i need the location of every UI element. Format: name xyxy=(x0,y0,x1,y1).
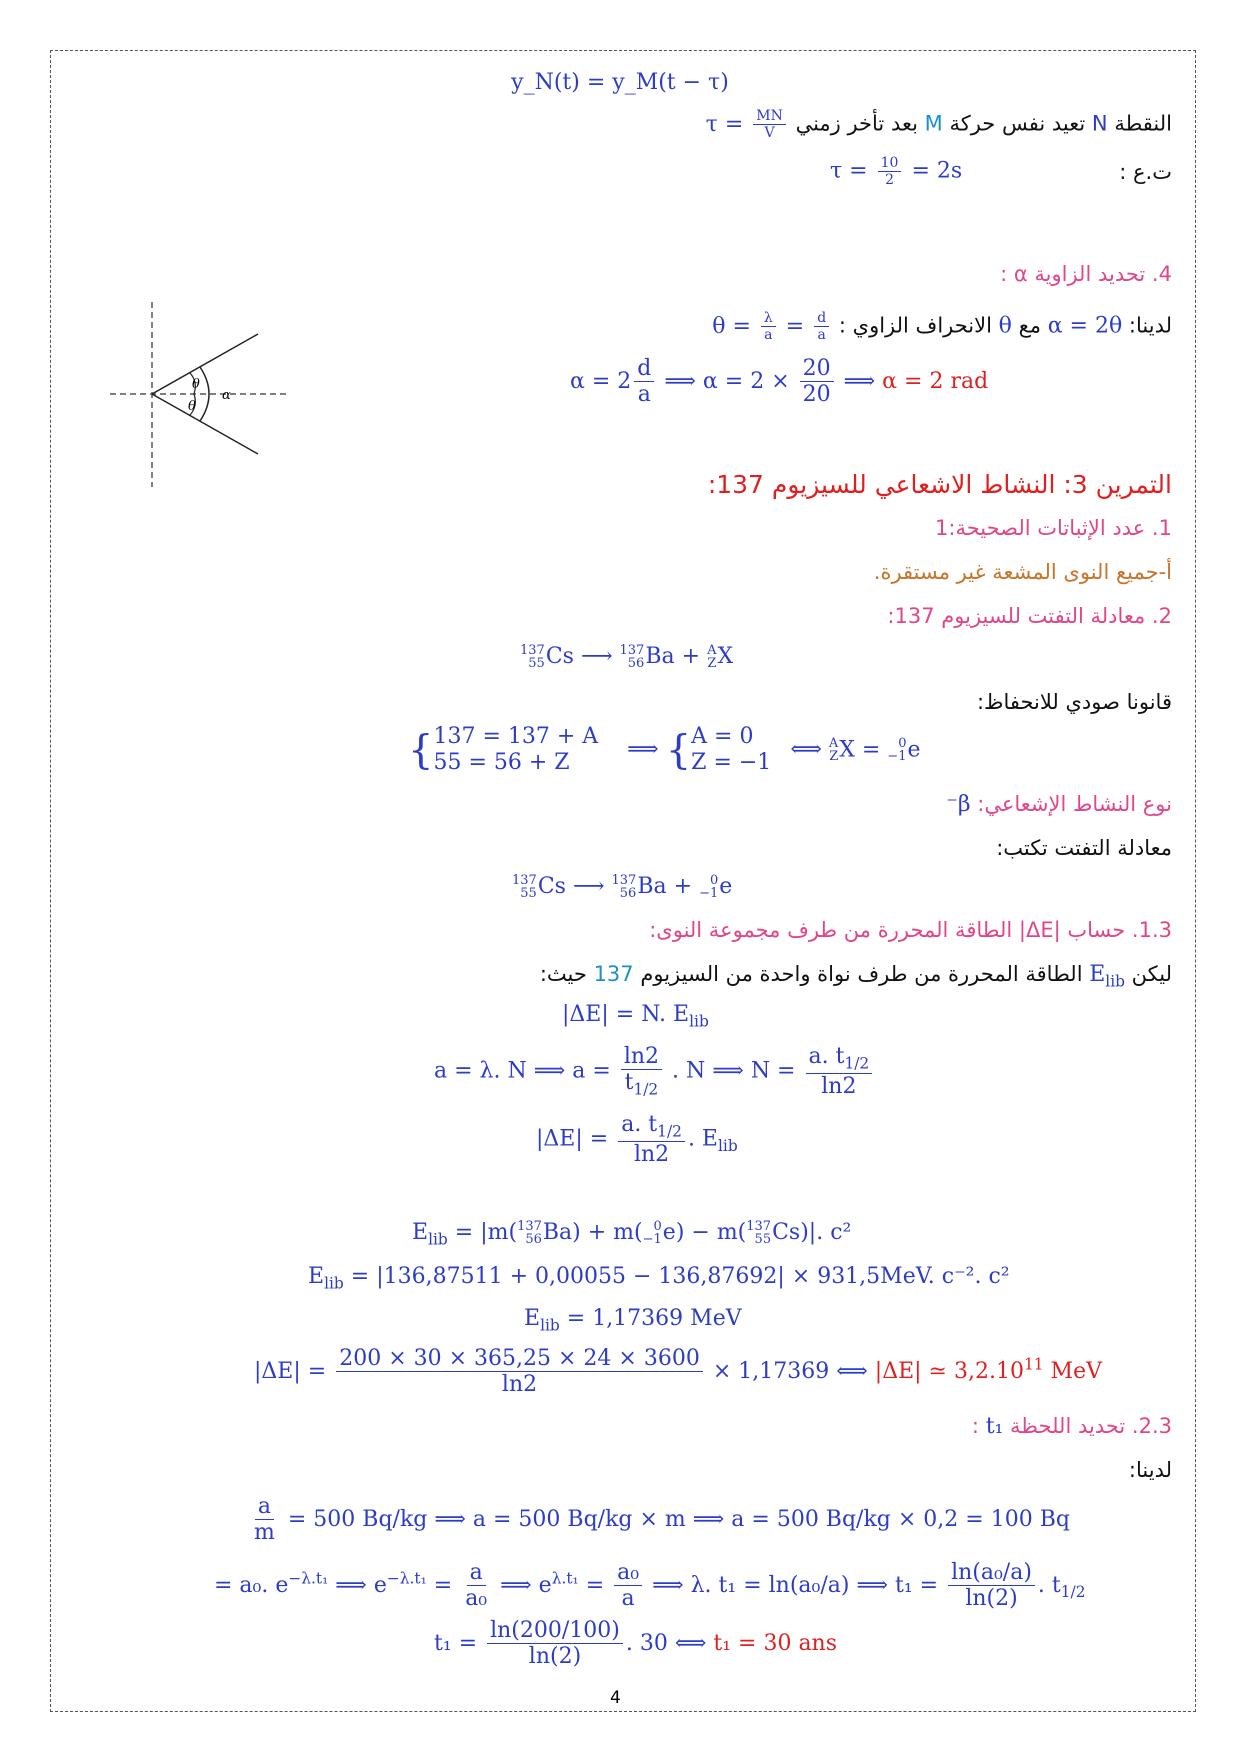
exercise3-title: التمرين 3: النشاط الاشعاعي للسيزيوم 137: xyxy=(707,470,1172,499)
elib-definition xyxy=(540,962,1172,991)
tau-numeric xyxy=(830,155,962,188)
elib1-ba-A: 137 xyxy=(517,1219,542,1234)
q32-heading xyxy=(972,1414,1172,1440)
d-num: d xyxy=(814,310,829,327)
e-charge-3: −1 xyxy=(699,886,719,901)
a-num-2: a xyxy=(467,1560,486,1586)
at12-num xyxy=(806,1044,873,1074)
theta-label-lower: θ xyxy=(188,399,196,414)
decay-arrow-3: ⟶ xyxy=(572,874,605,899)
deltaE-num-denominator: ln2 xyxy=(501,1372,538,1398)
decay-written-label: معادلة التفتت تكتب: xyxy=(996,836,1172,860)
elib-symbol xyxy=(1089,962,1125,991)
t1-exp1: −λ.t₁ xyxy=(288,1569,329,1588)
elib1-ba-idx xyxy=(517,1220,542,1246)
delay-text-a: النقطة xyxy=(1114,111,1172,136)
point-m: M xyxy=(924,111,943,136)
alpha-result: α = 2 rad xyxy=(882,368,989,394)
e-indices xyxy=(887,737,906,763)
q1-answer: أ-جميع النوى المشعة غير مستقرة. xyxy=(873,560,1172,584)
deltaE-elib-sub: lib xyxy=(689,1012,709,1031)
a-num: a xyxy=(255,1494,274,1520)
elib1-b: = |m( xyxy=(454,1220,518,1245)
lambda-num: λ xyxy=(761,310,776,327)
x-indices-2 xyxy=(829,737,838,763)
e-mass-3: 0 xyxy=(709,873,719,888)
cs-charge-3: 55 xyxy=(520,886,537,901)
t1-d: ⟹ e xyxy=(500,1572,552,1598)
sys-A: A = 0 xyxy=(691,724,754,749)
t1-final xyxy=(434,1618,837,1670)
elib-numeric xyxy=(308,1264,1010,1293)
x-charge: Z xyxy=(707,656,717,671)
q31-heading: 1.3. حساب |ΔE| الطاقة المحررة من طرف مجموعة النوى: xyxy=(649,918,1172,942)
alpha-2theta: α = 2θ xyxy=(1047,313,1123,339)
deltaE-eq: |ΔE| = N. E xyxy=(562,1002,690,1027)
elib2-rhs: = |136,87511 + 0,00055 − 136,87692| × 931,5MeV. c⁻². c² xyxy=(350,1264,1010,1289)
tau-num: MN xyxy=(753,108,786,125)
act-implies-2: ⟹ xyxy=(712,1058,744,1084)
a-den: a xyxy=(621,1586,635,1612)
decay-eq-generic xyxy=(520,644,733,670)
twenty-num: 20 xyxy=(800,356,834,382)
theta-label-upper: θ xyxy=(192,377,200,392)
alpha-lhs: α = 2 xyxy=(570,368,632,394)
theta-symbol: θ xyxy=(998,313,1012,339)
soddy-system xyxy=(408,724,921,777)
elib3-sub: lib xyxy=(540,1316,560,1335)
ba-nuclide-indices xyxy=(620,644,645,670)
ba-mass-3: 137 xyxy=(611,873,637,888)
x-symbol: X xyxy=(717,644,734,669)
point-n: N xyxy=(1091,111,1108,136)
q32-t1: t₁ xyxy=(985,1414,1004,1439)
theta-lhs: θ = xyxy=(712,313,751,339)
elib1-E: E xyxy=(412,1220,429,1245)
deltaE-result xyxy=(874,1355,1102,1384)
x-mass: A xyxy=(707,643,717,658)
elib1-cs-Z: 55 xyxy=(754,1232,772,1247)
a0-num: a₀ xyxy=(614,1560,642,1586)
sys-implies: ⟹ xyxy=(627,737,659,763)
cs-mass-3: 137 xyxy=(512,873,537,888)
ln-a0a: ln(a₀/a) xyxy=(948,1560,1035,1586)
sys-mass: 137 = 137 + A xyxy=(433,724,599,749)
tau-val-den: 2 xyxy=(885,172,894,189)
x-nuclide-indices xyxy=(707,644,716,670)
m-den: m xyxy=(254,1520,275,1546)
theta-eq-sign: = xyxy=(785,313,805,339)
deltaE-mult: × 1,17369 ⟺ xyxy=(712,1358,868,1384)
system-right xyxy=(691,724,771,777)
elib1-e: Cs)|. c² xyxy=(772,1220,852,1245)
elib1-d: e) − m( xyxy=(662,1220,747,1245)
elib-E: E xyxy=(1089,962,1106,987)
at12-text: a. t xyxy=(808,1044,845,1069)
elib1-e-Z: −1 xyxy=(642,1232,662,1247)
ba-symbol-3: Ba xyxy=(637,874,667,899)
angle-heading: 4. تحديد الزاوية α : xyxy=(1000,262,1172,286)
sys-iff: ⟺ xyxy=(790,737,822,763)
ln-200-100-fraction xyxy=(487,1618,623,1670)
deltaE-den: ln2 xyxy=(633,1142,670,1168)
diffraction-angle-figure xyxy=(110,302,290,492)
deltaE-num-numerator: 200 × 30 × 365,25 × 24 × 3600 xyxy=(336,1346,703,1372)
activity-mass-rhs: = 500 Bq/kg ⟹ a = 500 Bq/kg × m ⟹ a = 500 Bq/kg × 0,2 = 100 Bq xyxy=(287,1506,1070,1532)
ln-fraction xyxy=(948,1560,1035,1612)
eq-sign-x: = xyxy=(861,737,881,763)
cs-mass: 137 xyxy=(520,643,545,658)
t1-tail: . t xyxy=(1037,1572,1061,1598)
theta-formula xyxy=(712,310,832,344)
cs137-number: 137 xyxy=(593,962,634,986)
deltaE-result-a: |ΔE| ≃ 3,2.10 xyxy=(874,1358,1024,1384)
a0-den: a₀ xyxy=(465,1586,488,1612)
ln2-num: ln2 xyxy=(621,1044,662,1070)
elib3-rhs: = 1,17369 MeV xyxy=(566,1306,742,1331)
elib1-sub: lib xyxy=(428,1230,448,1249)
decay-arrow: ⟶ xyxy=(580,644,613,669)
tau-val-lhs: τ = xyxy=(830,158,868,184)
decay-type-line xyxy=(946,792,1172,818)
ln2-over-t12 xyxy=(621,1044,662,1099)
numeric-label: ت.ع : xyxy=(1119,160,1172,184)
t1-a: = a₀. e xyxy=(214,1572,289,1598)
a0-over-a xyxy=(614,1560,642,1612)
act-implies-1: ⟹ xyxy=(533,1058,566,1084)
q32-colon: : xyxy=(971,1414,979,1438)
t1-e: ⟹ λ. t₁ = ln(a₀/a) ⟹ t₁ = xyxy=(652,1572,939,1598)
ladina-label: لدينا: xyxy=(1128,313,1172,338)
ladina-2: لدينا: xyxy=(1128,1458,1172,1482)
deltaE-num-fraction xyxy=(336,1346,703,1398)
plus-sign-3: + xyxy=(673,874,693,899)
implies-2: ⟹ xyxy=(843,368,876,394)
alpha-mid: α = 2 × xyxy=(702,368,790,394)
plus-sign: + xyxy=(681,644,701,669)
deltaE-at12: a. t xyxy=(621,1112,658,1137)
lambda-den: a xyxy=(764,327,773,344)
at12-over-ln2 xyxy=(806,1044,873,1099)
deltaE-fraction xyxy=(618,1112,685,1167)
t12-den xyxy=(622,1070,662,1099)
ln-2: ln(2) xyxy=(965,1586,1018,1612)
q32-text: 2.3. تحديد اللحظة xyxy=(1010,1414,1172,1438)
deltaE-lhs: |ΔE| = xyxy=(536,1126,609,1152)
x-charge-2: Z xyxy=(829,749,839,765)
elib-mass-defect xyxy=(412,1220,851,1249)
let-text-a: ليكن xyxy=(1131,962,1172,986)
sys-Z: Z = −1 xyxy=(691,750,772,776)
twenty-den: 20 xyxy=(802,382,831,408)
x-mass-2: A xyxy=(828,736,839,752)
cs-indices-3 xyxy=(512,874,537,900)
a-over-m xyxy=(251,1494,278,1546)
eq-wave-delay: y_N(t) = y_M(t − τ) xyxy=(511,70,729,95)
tau-fraction xyxy=(753,108,786,141)
ba-indices-3 xyxy=(612,874,637,900)
t1-c2: = xyxy=(585,1572,605,1598)
delay-text-c: بعد تأخر زمني xyxy=(795,111,918,136)
tau-val-fraction xyxy=(878,155,902,188)
tau-val-num: 10 xyxy=(878,155,902,172)
alpha-label: α xyxy=(222,388,231,403)
let-text-c: حيث: xyxy=(539,962,587,986)
deltaE-dotE: . E xyxy=(687,1126,718,1152)
t1-b: ⟹ e xyxy=(335,1572,387,1598)
t12-sub: 1/2 xyxy=(633,1080,659,1099)
sys-charge: 55 = 56 + Z xyxy=(433,750,570,776)
cs-symbol-3: Cs xyxy=(537,874,566,899)
decay-eq-final xyxy=(512,874,732,900)
d-over-a xyxy=(814,310,829,343)
deltaE-numeric xyxy=(254,1346,1102,1398)
lower-ray xyxy=(152,394,258,454)
delay-sentence xyxy=(706,108,1172,141)
deltaE-t12sub: 1/2 xyxy=(657,1122,682,1141)
tau-lhs: τ = xyxy=(705,111,744,137)
deltaE-N-Elib xyxy=(562,1002,709,1031)
act-c: . N xyxy=(672,1058,706,1084)
angle-given xyxy=(712,310,1172,343)
elib1-e-A: 0 xyxy=(653,1219,662,1234)
t1-c: = xyxy=(433,1572,453,1598)
page-number: 4 xyxy=(610,1688,621,1708)
implies-1: ⟹ xyxy=(664,368,696,394)
t1-tail-sub: 1/2 xyxy=(1060,1583,1086,1602)
elib1-cs-idx xyxy=(746,1220,771,1246)
elib-sub: lib xyxy=(1105,972,1125,991)
tau-val-rhs: = 2s xyxy=(911,158,963,184)
ba-symbol: Ba xyxy=(645,644,675,669)
elib1-e-idx xyxy=(643,1220,662,1246)
act-d: N = xyxy=(750,1058,796,1084)
e-symbol-3: e xyxy=(719,874,733,899)
ln-2-b: ln(2) xyxy=(528,1644,582,1670)
elib1-c: Ba) + m( xyxy=(542,1220,643,1245)
a-over-a0 xyxy=(462,1560,490,1612)
deltaE-result-b: MeV xyxy=(1043,1358,1102,1384)
e-charge: −1 xyxy=(887,749,907,765)
t1-final-lhs: t₁ = xyxy=(434,1630,478,1656)
ln-200-100: ln(200/100) xyxy=(487,1618,623,1644)
alpha-calculation xyxy=(570,356,988,408)
decay-type-label: نوع النشاط الإشعاعي: xyxy=(977,792,1172,816)
twenty-fraction xyxy=(800,356,834,408)
deltaE-num-lhs: |ΔE| = xyxy=(254,1358,327,1384)
elib1-cs-A: 137 xyxy=(746,1219,772,1234)
elib2-sub: lib xyxy=(324,1274,344,1293)
e-mass: 0 xyxy=(898,736,907,752)
t1-exp1b: −λ.t₁ xyxy=(386,1569,427,1588)
activity-derivation xyxy=(434,1044,875,1099)
deviation-label: الانحراف الزاوي : xyxy=(838,313,992,338)
elib3-E: E xyxy=(524,1306,541,1331)
e-indices-3 xyxy=(699,874,718,900)
deltaE-elibsub: lib xyxy=(717,1137,738,1156)
let-text-b: الطاقة المحررة من طرف نواة واحدة من السيزيوم xyxy=(640,962,1083,986)
deltaE-formula xyxy=(536,1112,738,1167)
act-a: a = λ. N xyxy=(434,1058,527,1084)
t1-exp2: λ.t₁ xyxy=(551,1569,579,1588)
with-word: مع xyxy=(1018,313,1042,338)
d-den-2: a xyxy=(637,382,651,408)
elib-value xyxy=(524,1306,742,1335)
t12-t: t xyxy=(624,1070,634,1096)
soddy-laws: قانونا صودي للانحفاظ: xyxy=(976,690,1172,714)
elib1-ba-Z: 56 xyxy=(525,1232,542,1247)
lambda-over-a xyxy=(761,310,776,343)
at12-sub: 1/2 xyxy=(844,1054,870,1073)
ln2-den: ln2 xyxy=(821,1074,857,1100)
q1-heading: 1. عدد الإثباتات الصحيحة:1 xyxy=(935,516,1172,540)
d-over-a-2 xyxy=(634,356,654,408)
ba-charge: 56 xyxy=(627,656,645,671)
cs-charge: 55 xyxy=(528,656,545,671)
elib2-E: E xyxy=(308,1264,325,1289)
cs-nuclide-indices xyxy=(520,644,545,670)
t1-result: t₁ = 30 ans xyxy=(713,1630,838,1656)
tau-den: V xyxy=(764,125,775,142)
system-left xyxy=(433,724,598,777)
cs-symbol: Cs xyxy=(545,644,574,669)
t1-derivation xyxy=(214,1560,1086,1612)
x-symbol-2: X xyxy=(839,737,855,763)
d-num-2: d xyxy=(634,356,654,382)
e-symbol: e xyxy=(907,737,921,763)
activity-mass xyxy=(248,1494,1070,1546)
deltaE-num xyxy=(618,1112,685,1142)
left-brace-2: { xyxy=(665,727,692,774)
beta-minus: β⁻ xyxy=(946,792,971,817)
delay-text-b: تعيد نفس حركة xyxy=(949,111,1086,136)
left-brace-1: { xyxy=(408,727,434,774)
q2-heading: 2. معادلة التفتت للسيزيوم 137: xyxy=(887,604,1172,628)
tau-formula xyxy=(705,108,789,142)
act-b: a = xyxy=(572,1058,611,1084)
ba-mass: 137 xyxy=(619,643,645,658)
ba-charge-3: 56 xyxy=(619,886,637,901)
deltaE-result-exp: 11 xyxy=(1023,1355,1044,1374)
d-den: a xyxy=(817,327,826,344)
upper-ray xyxy=(152,334,258,394)
t1-final-mid: . 30 ⟺ xyxy=(625,1630,707,1656)
